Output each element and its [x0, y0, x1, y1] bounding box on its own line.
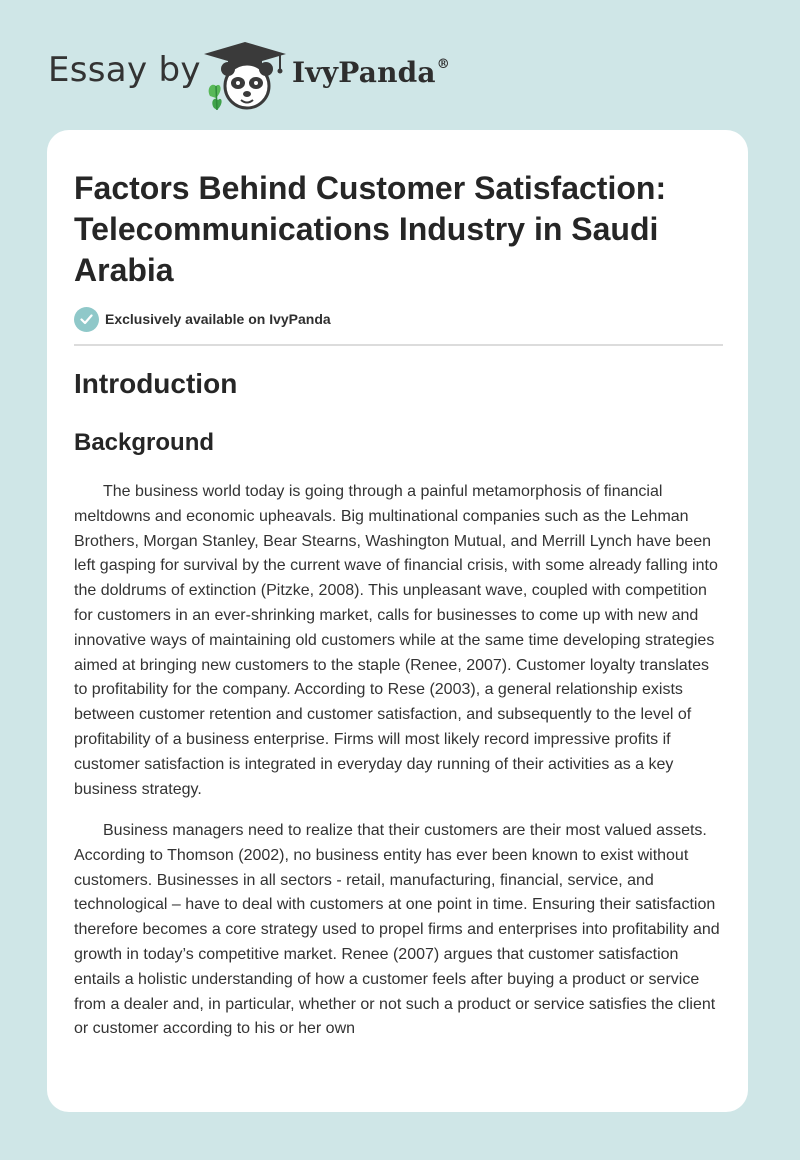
ivypanda-logo[interactable]	[200, 36, 290, 112]
section-heading: Introduction	[74, 368, 238, 399]
essay-title: Factors Behind Customer Satisfaction: Telecommunications Industry in Saudi Arabia	[74, 170, 667, 288]
essay-card	[47, 130, 748, 1112]
divider	[74, 344, 723, 346]
registered-mark: ®	[436, 57, 450, 72]
site-header	[0, 0, 800, 120]
paragraph: The business world today is going through a painful metamorphosis of financial meltdowns and economic upheavals. Big multinational companies such as the Lehman Brothers, Morgan Stanley, Bear Stearns, Washington Mutual, and Merrill Lynch have been left gasping for survival by the current wave of financial crisis, with some already falling into the doldrums of extinction (Pitzke, 2008). This unpleasant wave, coupled with competition for customers in an ever-shrinking market, calls for businesses to come up with new and innovative ways of maintaining old customers while at the same time developing strategies aimed at bringing new customers to the staple (Renee, 2007). Customer loyalty translates to profitability for the company. According to Rese (2003), a general relationship exists between customer retention and customer satisfaction, and subsequently to the level of profitability of a business enterprise. Firms will most likely record impressive profits if customer satisfaction is integrated in everyday day running of their activities as a key business strategy.	[74, 483, 718, 798]
exclusive-badge	[74, 306, 331, 332]
check-icon	[74, 307, 99, 332]
essay-by-label: Essay by	[48, 50, 201, 90]
brand-name[interactable]	[292, 56, 450, 89]
brand-text: IvyPanda	[292, 56, 436, 89]
subsection-heading: Background	[74, 429, 215, 456]
paragraph: Business managers need to realize that their customers are their most valued assets. According to Thomson (2002), no business entity has ever been known to exist without customers. Businesses in all sectors - retail, manufacturing, financial, service, and technological – have to deal with customers at one point in time. Ensuring their satisfaction therefore becomes a core strategy used to propel firms and enterprises into profitability and growth in today’s competitive market. Renee (2007) argues that customer satisfaction entails a holistic understanding of how a customer feels after buying a product or service from a dealer and, in particular, whether or not such a product or service satisfies the client or customer according to his or her own	[74, 822, 720, 1038]
panda-mascot-icon	[200, 36, 290, 112]
exclusive-badge-label: Exclusively available on IvyPanda	[105, 311, 331, 327]
